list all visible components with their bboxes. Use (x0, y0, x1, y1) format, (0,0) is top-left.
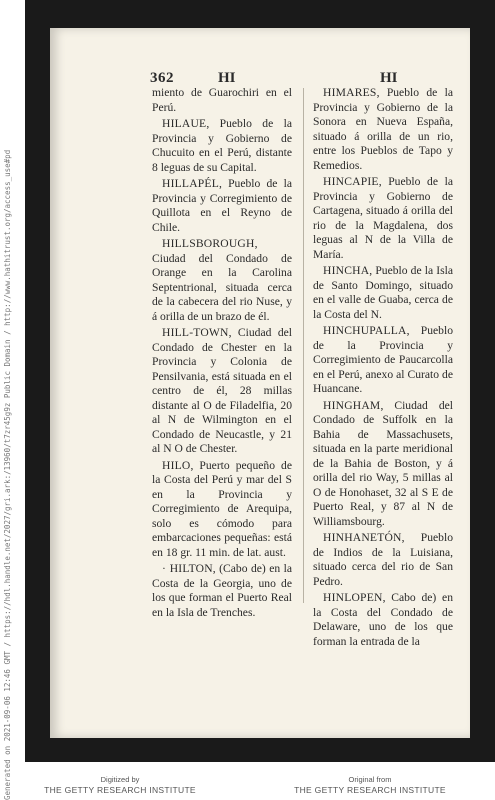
footer-digitized-label: Digitized by (100, 775, 140, 784)
right-running-head: HI (380, 70, 398, 86)
entry-headword: · HILTON (162, 562, 213, 575)
entry-text: , (Cabo de) en la Costa de la Georgia, uno de los que forman el Puerto Real en la Isla de Trenches. (152, 562, 292, 619)
entry-headword: HILAUE (162, 117, 207, 130)
dictionary-entry (313, 399, 453, 530)
entry-headword: HILO (162, 458, 191, 472)
dictionary-entry (313, 324, 453, 397)
page-number: 362 (150, 70, 174, 86)
entry-text: , Puerto pequeño de la Costa del Perú y mar del S en la Provincia y Corregimiento de Arequipa, solo es cómodo para embarcaciones pequeñas: está en 18 gr. 11 min. de lat. aust. (152, 458, 292, 559)
entry-text: , Pueblo de la Provincia y Gobierno de la Sonora en Nueva España, situado á orilla de un rio, entre los Pueblos de Tapo y Remedios. (313, 86, 453, 172)
entry-text: , Ciudad del Condado de Chester en la Provincia y Colonia de Pensilvania, está situada en el centro de él, 28 millas distante al O de Filadelfia, 20 al N de Wilmington en el Condado de Neucastle, y 21 al N O de Chester. (152, 326, 292, 455)
dictionary-entry (152, 177, 292, 235)
dictionary-entry (313, 264, 453, 322)
entry-text: , Pueblo de la Provincia y Corregimiento de Paucarcolla en el Perú, anexo al Curato de Huancane. (313, 324, 453, 395)
entry-text: , Pueblo de la Provincia y Corregimiento de Quillota en el Reyno de Chile. (152, 177, 292, 234)
right-column (313, 86, 453, 651)
footer-digitized (20, 775, 220, 795)
left-column (152, 86, 292, 622)
entry-headword: HIMARES (323, 86, 377, 99)
dictionary-entry (152, 86, 292, 115)
entry-headword: HILLSBOROUGH (162, 237, 255, 250)
entry-text: , Ciudad del Condado de Suffolk en la Bahia de Massachusets, situada en la parte meridional de la Bahia de Boston, y á orilla del rio Way, 5 millas al O de Honohaset, 32 al S E de Puerto Real, y 87 al N de Williamsbourg. (313, 398, 453, 528)
entry-text: , Ciudad del Condado de Orange en la Carolina Septentrional, situada cerca de la cabecera del rio Nuse, y á orilla de un brazo de él. (152, 237, 292, 323)
entry-text: miento de Guarochiri en el Perú. (152, 86, 292, 114)
entry-headword: HILLAPÉL (162, 177, 219, 190)
dictionary-entry (152, 326, 292, 457)
dictionary-entry (152, 237, 292, 324)
entry-text: , Cabo de) en la Costa del Condado de Delaware, uno de los que forman la entrada de la (313, 591, 453, 648)
column-divider (303, 88, 304, 603)
entry-headword: HINLOPEN (323, 591, 383, 604)
entry-headword: HINGHAM (323, 398, 381, 412)
entry-text: , Pueblo de Indios de la Luisiana, situado cerca del rio de San Pedro. (313, 531, 453, 588)
left-running-head: HI (218, 70, 236, 86)
dictionary-entry (313, 531, 453, 589)
entry-headword: HINCHUPALLA (323, 324, 407, 337)
dictionary-entry (313, 591, 453, 649)
footer-original (270, 775, 470, 795)
dictionary-entry (152, 562, 292, 620)
dictionary-entry (313, 175, 453, 262)
entry-headword: HINHANETÓN (323, 531, 402, 544)
provenance-stamp (0, 149, 24, 800)
dictionary-entry (313, 86, 453, 173)
footer-original-label: Original from (348, 775, 392, 784)
entry-text: , Pueblo de la Provincia y Gobierno de Cartagena, situado á orilla del rio de la Magdalena, dos leguas al N de la Villa de María. (313, 175, 453, 261)
entry-text: , Pueblo de la Isla de Santo Domingo, situado en el valle de Guaba, cerca de la Costa del N. (313, 264, 453, 321)
entry-headword: HINCHA (323, 264, 370, 277)
provenance-text: Generated on 2021-09-06 12:46 GMT / https://hdl.handle.net/2027/gri.ark:/13960/t7zr45g9z Public Domain / http://www.hathitrust.org/access_use#pd (3, 149, 12, 800)
dictionary-entry (152, 117, 292, 175)
footer-original-institution: THE GETTY RESEARCH INSTITUTE (294, 785, 446, 795)
entry-headword: HINCAPIE (323, 175, 379, 188)
footer-digitized-institution: THE GETTY RESEARCH INSTITUTE (44, 785, 196, 795)
entry-headword: HILL-TOWN (162, 326, 229, 339)
dictionary-entry (152, 459, 292, 561)
entry-text: , Pueblo de la Provincia y Gobierno de Chucuito en el Perú, distante 8 leguas de su Capital. (152, 117, 292, 174)
